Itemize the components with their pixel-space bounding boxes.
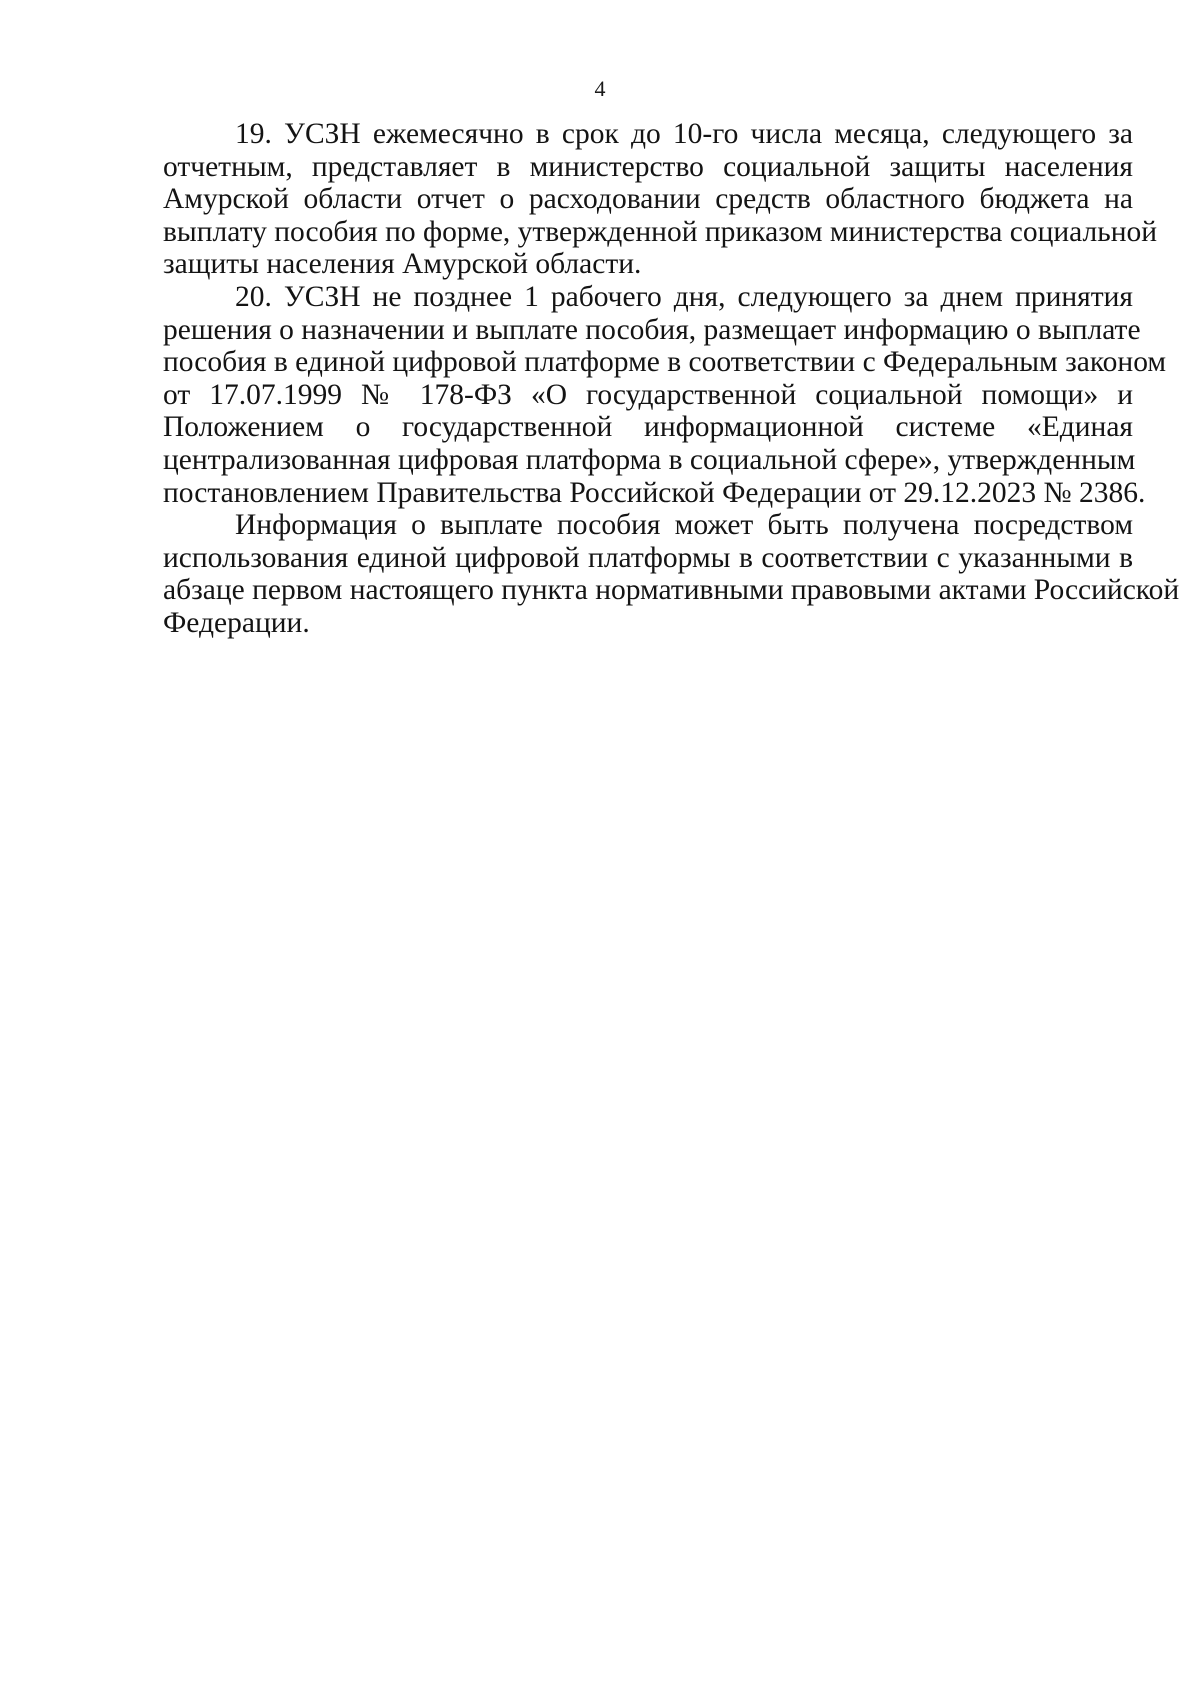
paragraph-line: абзаце первом настоящего пункта нормативными правовыми актами Российской	[163, 574, 1180, 607]
paragraph-line: отчетным, представляет в министерство социальной защиты населения	[163, 150, 1133, 183]
paragraph-line: Федерации.	[163, 606, 310, 639]
paragraph-line: Информация о выплате пособия может быть получена посредством	[235, 509, 1133, 542]
paragraph-line: решения о назначении и выплате пособия, размещает информацию о выплате	[163, 313, 1141, 346]
paragraph-20	[163, 280, 1167, 509]
paragraph-19	[163, 118, 1158, 281]
paragraph-line: централизованная цифровая платформа в социальной сфере», утвержденным	[163, 443, 1136, 476]
document-body	[163, 118, 1180, 640]
paragraph-line: Положением о государственной информационной системе «Единая	[163, 411, 1133, 444]
page-number: 4	[594, 76, 606, 101]
paragraph-line: пособия в единой цифровой платформе в соответствии с Федеральным законом	[163, 346, 1167, 379]
paragraph-information	[163, 509, 1180, 639]
paragraph-line: 19. УСЗН ежемесячно в срок до 10-го числа месяца, следующего за	[235, 118, 1133, 150]
paragraph-line: использования единой цифровой платформы в соответствии с указанными в	[163, 541, 1133, 574]
paragraph-line: от 17.07.1999 № 178-ФЗ «О государственной социальной помощи» и	[163, 378, 1133, 411]
paragraph-line: Амурской области отчет о расходовании средств областного бюджета на	[163, 183, 1133, 216]
paragraph-line: 20. УСЗН не позднее 1 рабочего дня, следующего за днем принятия	[235, 280, 1133, 313]
paragraph-line: выплату пособия по форме, утвержденной приказом министерства социальной	[163, 215, 1158, 248]
paragraph-line: постановлением Правительства Российской Федерации от 29.12.2023 № 2386.	[163, 476, 1146, 509]
paragraph-line: защиты населения Амурской области.	[163, 248, 642, 281]
